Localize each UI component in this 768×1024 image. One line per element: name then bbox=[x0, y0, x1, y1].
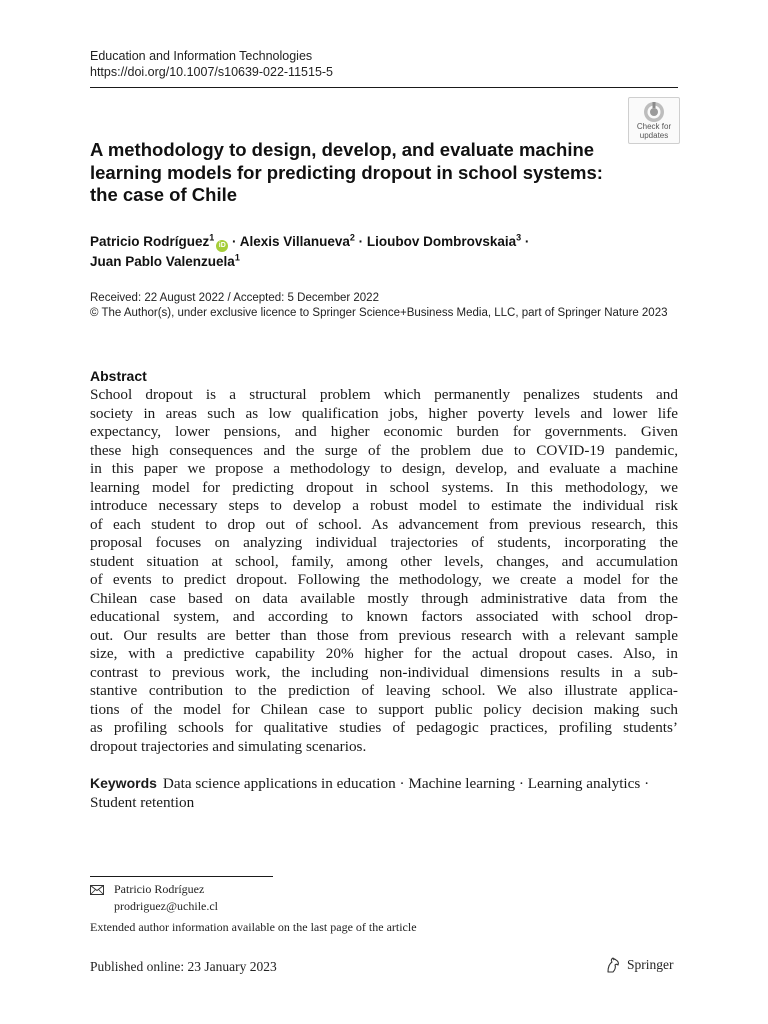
abstract-line: society in areas such as low qualification jobs, higher poverty levels and lower life bbox=[90, 404, 678, 422]
abstract-line: educational system, and according to known factors associated with school drop- bbox=[90, 608, 678, 625]
envelope-icon bbox=[90, 885, 104, 895]
author-affiliation: 1 bbox=[209, 232, 215, 243]
abstract-line: dropout trajectories and simulating scenarios. bbox=[90, 737, 367, 755]
abstract-line: out. Our results are better than those from previous research with a relevant sample bbox=[90, 626, 678, 644]
author-affiliation: 2 bbox=[349, 232, 355, 243]
author-separator: · bbox=[354, 234, 367, 249]
keywords-section bbox=[90, 774, 678, 812]
abstract-heading: Abstract bbox=[90, 368, 147, 384]
author-name[interactable]: Alexis Villanueva bbox=[239, 234, 350, 249]
abstract-line: proposal focuses on analyzing individual trajectories of students, incorporating the bbox=[90, 534, 678, 551]
abstract-line: size, with a predictive capability 20% higher for the actual dropout cases. Also, in bbox=[90, 645, 678, 662]
extended-author-info: Extended author information available on the last page of the article bbox=[90, 920, 417, 934]
abstract-line: of events to predict dropout. Following the methodology, we create a model for the bbox=[90, 571, 678, 588]
abstract-line: learning model for predicting dropout in school systems. In this methodology, we bbox=[90, 478, 678, 496]
received-accepted-dates: Received: 22 August 2022 / Accepted: 5 December 2022 bbox=[90, 292, 379, 304]
orcid-icon[interactable]: iD bbox=[216, 240, 228, 252]
author-name[interactable]: Lioubov Dombrovskaia bbox=[366, 234, 517, 249]
abstract-line: these high consequences and the surge of the problem due to COVID-19 pandemic, bbox=[90, 441, 678, 459]
publisher-logo bbox=[604, 956, 674, 974]
corresponding-author-name: Patricio Rodríguez bbox=[114, 882, 205, 896]
check-updates-line1: Check for bbox=[636, 122, 672, 131]
published-online-date: Published online: 23 January 2023 bbox=[90, 959, 277, 974]
author-separator: · bbox=[228, 234, 240, 249]
author-affiliation: 1 bbox=[234, 252, 240, 263]
footnote-rule bbox=[90, 876, 273, 877]
author-list bbox=[90, 232, 650, 272]
abstract-line: expectancy, lower pensions, and higher economic burden for governments. Given bbox=[90, 423, 678, 440]
journal-name: Education and Information Technologies bbox=[90, 49, 313, 63]
corresponding-author-email[interactable]: prodriguez@uchile.cl bbox=[114, 899, 219, 913]
abstract-line: contrast to previous work, the including non-individual dimensions results in a sub- bbox=[90, 663, 678, 681]
author-name[interactable]: Patricio Rodríguez bbox=[90, 234, 210, 249]
journal-header bbox=[90, 48, 333, 80]
doi-link[interactable]: https://doi.org/10.1007/s10639-022-11515-5 bbox=[90, 65, 334, 79]
abstract-line: School dropout is a structural problem which permanently penalizes students and bbox=[90, 386, 678, 403]
corresponding-author bbox=[90, 881, 218, 915]
abstract-body bbox=[90, 386, 678, 756]
keywords-label: Keywords bbox=[90, 775, 157, 791]
abstract-line: introduce necessary steps to develop a robust model to estimate the individual risk bbox=[90, 497, 678, 514]
author-separator: · bbox=[521, 234, 530, 249]
check-updates-line2: updates bbox=[639, 130, 669, 140]
abstract-line: in this paper we propose a methodology to design, develop, and evaluate a machine bbox=[90, 460, 678, 477]
check-updates-icon bbox=[643, 101, 665, 123]
abstract-line: stantive contribution to the prediction of leaving school. We also illustrate applica- bbox=[90, 682, 678, 699]
abstract-line: Chilean case based on data available mostly through administrative data from the bbox=[90, 589, 678, 607]
springer-horse-icon bbox=[604, 956, 622, 974]
author-name[interactable]: Juan Pablo Valenzuela bbox=[90, 254, 235, 269]
article-title: A methodology to design, develop, and evaluate machine learning models for predicting dropout in school systems: the case of Chile bbox=[90, 139, 603, 205]
abstract-line: as profiling schools for qualitative studies of pedagogic practices, profiling students’ bbox=[90, 719, 678, 736]
check-for-updates-badge[interactable] bbox=[628, 97, 680, 144]
abstract-line: student situation at school, family, among other levels, changes, and accumulation bbox=[90, 552, 678, 570]
publisher-name: Springer bbox=[627, 957, 674, 972]
keywords-text: Data science applications in education · Machine learning · Learning analytics · Student retention bbox=[90, 775, 650, 811]
header-rule bbox=[90, 87, 678, 88]
abstract-line: of each student to drop out of school. As advancement from previous research, this bbox=[90, 515, 678, 533]
publication-dates bbox=[90, 291, 678, 321]
copyright-notice: © The Author(s), under exclusive licence to Springer Science+Business Media, LLC, part of Springer Nature 2023 bbox=[90, 307, 668, 319]
author-affiliation: 3 bbox=[516, 232, 522, 243]
abstract-line: tions of the model for Chilean case to support public policy decision making such bbox=[90, 700, 678, 718]
